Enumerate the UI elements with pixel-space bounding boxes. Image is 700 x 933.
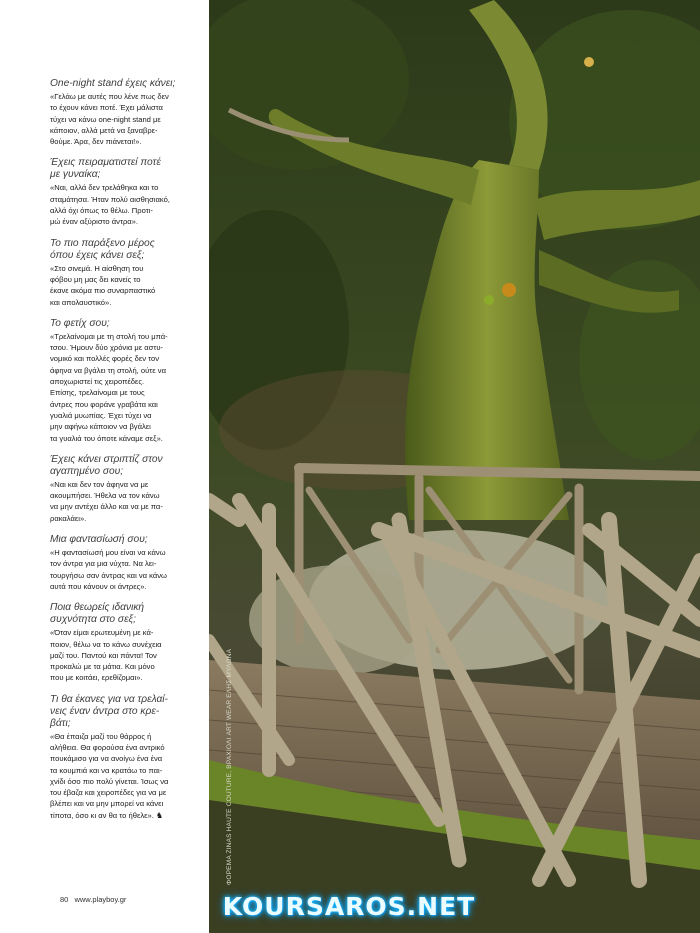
answer: «Ναι και δεν τον άφηνα να με ακουμπήσει. Ήθελα να τον κάνω να μην αντέχει άλλο και να με πα- ρακαλάει». [50,479,163,523]
qa-item [50,318,200,444]
answer: «Η φαντασίωσή μου είναι να κάνω τον άντρα για μια νύχτα. Να λει- τουργήσω σαν άντρας και να κάνω αυτά που κάνουν οι άντρες». [50,548,167,591]
question: Το φετίχ σου; [50,317,110,329]
qa-item [50,157,200,227]
answer: «Γελάω με αυτές που λένε πως δεν το έχουν κάνει ποτέ. Έχει μάλιστα τύχει να κάνω one-night stand με κάποιον, αλλά μετά να ξαναβρε- θούμε. Άρα, δεν πιάνεται!». [50,92,169,147]
question: Τι θα έκανες για να τρελαί- νεις έναν άντρα στο κρε- βάτι; [50,693,168,729]
answer: «Στο σινεμά. Η αίσθηση του φόβου μη μας δει κανείς το έκανε ακόμα πιο συναρπαστικό και απολαυστικό». [50,263,156,307]
site-watermark: KOURSAROS.NET [222,891,476,921]
photo-illustration [209,0,700,933]
answer-text: «Θα έπαιζα μαζί του θάρρος ή αλήθεια. Θα φορούσα ένα αντρικό πουκάμισο για να ανοίγω ένα ένα τα κουμπιά και να κρατάω το παι- χνίδι όσο πιο πολύ γίνεται. Ίσως να του έβαζα και χειροπέδες για να με βλέπει και να μην μπορεί να κάνει τίποτα, όσο κι αν θα το ήθελε». [50,731,169,820]
qa-item [50,602,200,683]
question: Μια φαντασίωσή σου; [50,534,148,546]
answer: «Τρελαίνομαι με τη στολή του μπά- τσου. Ήμουν δύο χρόνια με αστυ- νομικό και πολλές φορές δεν τον άφηνα να βγάλει τη στολή, ούτε να αποχωριστεί τις χειροπέδες. Επίσης, τρελαίνομαι με τους άντρες που φοράνε γραβάτα και γυαλιά μυωπίας. Έχει τύχει να μην αφήνω κάποιον να βγάλει τα γυαλιά του όποτε κάναμε σεξ». [50,331,168,443]
question: Ποια θεωρείς ιδανική συχνότητα στο σεξ; [50,602,145,626]
answer: «Ναι, αλλά δεν τρελάθηκα και το σταμάτησα. Ήταν πολύ αισθησιακό, αλλά όχι όπως το θέλω. Προτι- μώ έναν αξύριστο άντρα». [50,183,170,227]
bunny-end-mark-icon: ♞ [155,810,164,820]
qa-item [50,238,200,308]
page-footer [60,895,126,904]
qa-item [50,78,200,147]
website-link[interactable]: www.playboy.gr [74,895,127,904]
photo-credit: ΦΟΡΕΜΑ ZINAS HAUTE COUTURE, ΒΡΑΧΙΟΛΙ ART WEAR ΕΛΗΣ ΜΥΛΩΝΑ [226,648,233,885]
question: Το πιο παράξενο μέρος όπου έχεις κάνει σεξ; [50,237,155,261]
question: One-night stand έχεις κάνει; [50,78,176,89]
forest-bridge-photo [209,0,700,933]
article-text-column [50,78,200,831]
answer [50,731,200,821]
answer: «Όταν είμαι ερωτευμένη με κά- ποιον, θέλω να το κάνω συνέχεια μαζί του. Παντού και πάντα! Τον προκαλώ με τα μάτια. Και μόνο που με κοιτάει, ερεθίζομαι». [50,628,162,683]
qa-item [50,454,200,524]
qa-item [50,534,200,592]
qa-item [50,694,200,821]
question: Έχεις πειραματιστεί ποτέ με γυναίκα; [50,157,161,181]
question: Έχεις κάνει στριπτίζ στον αγαπημένο σου; [50,453,163,477]
page-number: 80 [60,895,69,904]
